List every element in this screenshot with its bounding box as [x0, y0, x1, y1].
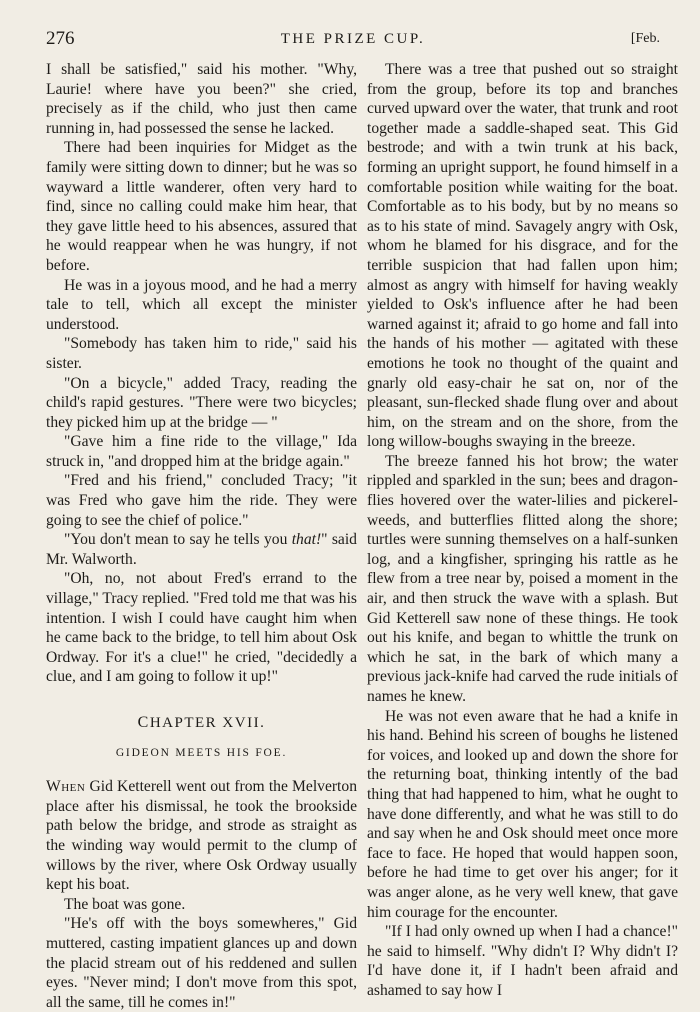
paragraph: "Fred and his friend," concluded Tracy; "it was Fred who gave him the ride. They were going to see the chief of police." — [46, 472, 357, 529]
issue-month: [Feb. — [630, 31, 660, 46]
paragraph: "Somebody has taken him to ride," said his sister. — [46, 335, 357, 372]
paragraph: He was not even aware that he had a knife in his hand. Behind his screen of boughs he listened for voices, and looked up and down the shore for the returning boat, thinking intently of the bad thing that had happened to him, what he ought to have done differently, and what he was still to do and say when he and Osk should meet once more face to face. He hoped that would happen soon, before he had time to get over his anger; for it was anger alone, as he very well knew, that gave him courage for the encounter. — [367, 707, 678, 921]
paragraph: There had been inquiries for Midget as the family were sitting down to dinner; but he was so wayward a little wanderer, often very hard to find, since no calling could make him hear, that they gave little heed to his absences, assured that he would reappear when he was hungry, if not before. — [46, 139, 357, 274]
text-run: "You don't mean to say he tells you — [64, 531, 292, 549]
chapter-subtitle: GIDEON MEETS HIS FOE. — [115, 746, 288, 759]
paragraph: "If I had only owned up when I had a chance!" he said to himself. "Why didn't I? Why didn't I? I'd have done it, if I hadn't been afraid and ashamed to say how I — [367, 923, 678, 999]
emphasis: that! — [291, 531, 322, 549]
chapter-heading — [46, 713, 357, 734]
paragraph: "He's off with the boys somewheres," Gid muttered, casting impatient glances up and down the placid stream out of his reddened and sullen eyes. "Never mind; I don't move from this spot, all the same, till he comes in!" — [46, 915, 357, 1011]
chapter-rest: HAPTER XVII. — [149, 715, 266, 731]
paragraph — [46, 530, 357, 569]
paragraph: "Gave him a fine ride to the village," Ida struck in, "and dropped him at the bridge again." — [46, 433, 357, 470]
paragraph: He was in a joyous mood, and he had a merry tale to tell, which all except the minister understood. — [46, 276, 357, 333]
text-run: Gid Ketterell went out from the Melverton place after his dismissal, he took the brookside path below the bridge, and strode as straight as the winding way would permit to the clump of willows by the river, where Osk Ordway usually kept his boat. — [46, 778, 357, 894]
paragraph: The boat was gone. — [64, 895, 186, 913]
paragraph: "On a bicycle," added Tracy, reading the child's rapid gestures. "There were two bicycles; they picked him up at the bridge — " — [46, 374, 357, 431]
page-number: 276 — [46, 28, 75, 49]
paragraph: There was a tree that pushed out so straight from the group, before its top and branches curved upward over the water, that trunk and root together made a saddle-shaped seat. This Gid bestrode; and with a twin trunk at his back, forming an upright support, he found himself in a comfortable position while waiting for the boat. Comfortable as to his body, but by no means so as to his state of mind. Savagely angry with Osk, whom he blamed for his disgrace, and for the terrible suspicion that had fallen upon him; almost as angry with himself for having weakly yielded to Osk's influence after he had been warned against it; afraid to go home and fall into the hands of his mother — agitated with these emotions he took no thought of the quaint and gnarly old easy-chair he sat on, nor of the pleasant, sun-flecked shade flung over and about him, on the stream and on the shore, from the long willow-boughs swaying in the breeze. — [367, 61, 678, 451]
right-column — [367, 60, 678, 999]
chapter-initial: C — [137, 714, 150, 731]
paragraph: I shall be satisfied," said his mother. "Why, Laurie! where have you been?" she cried, precisely as if the child, who just then came running in, had possessed the sense he lacked. — [46, 61, 357, 137]
paragraph: The breeze fanned his hot brow; the water rippled and sparkled in the sun; bees and dragon-flies hovered over the water-lilies and pickerel-weeds, and butterflies flitted along the shore; turtles were sunning themselves on a half-sunken log, and a kingfisher, springing his rattle as he flew from a tree near by, poised a moment in the air, and then struck the wave with a splash. But Gid Ketterell saw none of these things. He took out his knife, and began to whittle the trunk on which he sat, in the bark of which many a previous jack-knife had carved the rude initials of names he knew. — [367, 452, 678, 705]
paragraph: "Oh, no, not about Fred's errand to the village," Tracy replied. "Fred told me that was his intention. I wish I could have caught him when he came back to the bridge, to tell him about Osk Ordway. For it's a clue!" he cried, "decidedly a clue, and I am going to follow it up!" — [46, 570, 357, 686]
page-header — [46, 28, 660, 52]
paragraph — [46, 777, 357, 895]
opening-word: When — [46, 778, 86, 796]
running-title: THE PRIZE CUP. — [280, 31, 426, 47]
left-column — [46, 60, 357, 1011]
text-run: " said Mr. Walworth. — [46, 531, 357, 568]
